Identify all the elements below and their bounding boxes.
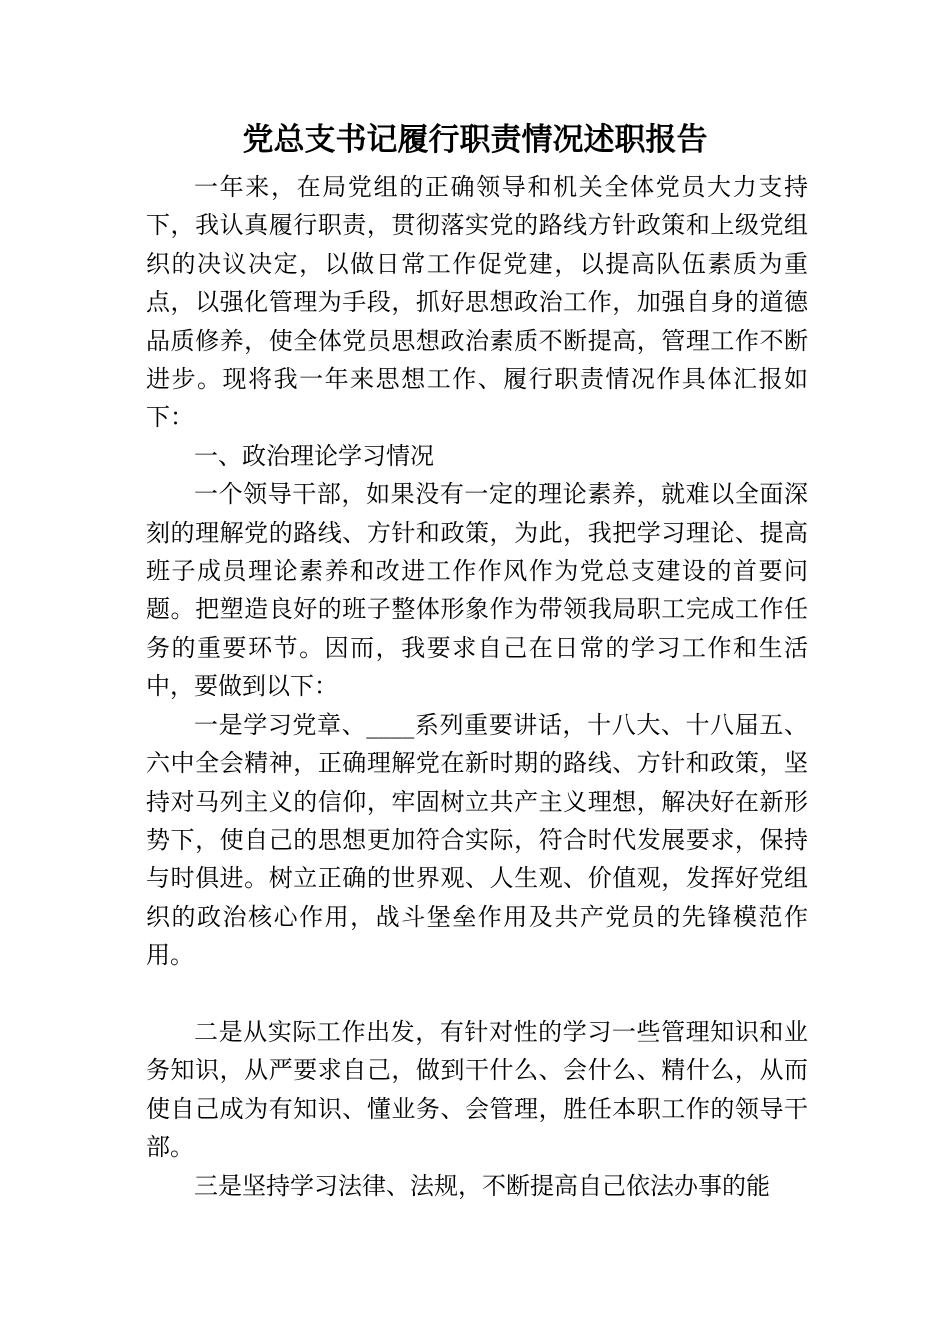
document-body [146,168,808,1205]
document-title: 党总支书记履行职责情况述职报告 [242,122,708,158]
paragraph-intro: 一年来，在局党组的正确领导和机关全体党员大力支持下，我认真履行职责，贯彻落实党的路线方针政策和上级党组织的决议决定，以做日常工作促党建，以提高队伍素质为重点，以强化管理为手段，抓好思想政治工作，加强自身的道德品质修养，使全体党员思想政治素质不断提高，管理工作不断进步。现将我一年来思想工作、履行职责情况作具体汇报如下： [146,173,808,432]
section-heading-political-study: 一、政治理论学习情况 [194,441,434,470]
paragraph-point-one: 一是学习党章、____系列重要讲话，十八大、十八届五、六中全会精神，正确理解党在新时期的路线、方针和政策，坚持对马列主义的信仰，牢固树立共产主义理想，解决好在新形势下，使自己的思想更加符合实际，符合时代发展要求，保持与时俱进。树立正确的世界观、人生观、价值观，发挥好党组织的政治核心作用，战斗堡垒作用及共产党员的先锋模范作用。 [146,710,808,970]
paragraph-point-two: 二是从实际工作出发，有针对性的学习一些管理知识和业务知识，从严要求自己，做到干什么、会什么、精什么，从而使自己成为有知识、懂业务、会管理，胜任本职工作的领导干部。 [146,1017,808,1162]
paragraph-point-three: 三是坚持学习法律、法规，不断提高自己依法办事的能 [194,1171,770,1200]
paragraph-theory-importance: 一个领导干部，如果没有一定的理论素养，就难以全面深刻的理解党的路线、方针和政策，为此，我把学习理论、提高班子成员理论素养和改进工作作风作为党总支建设的首要问题。把塑造良好的班子整体形象作为带领我局职工完成工作任务的重要环节。因而，我要求自己在日常的学习工作和生活中，要做到以下： [146,480,808,701]
